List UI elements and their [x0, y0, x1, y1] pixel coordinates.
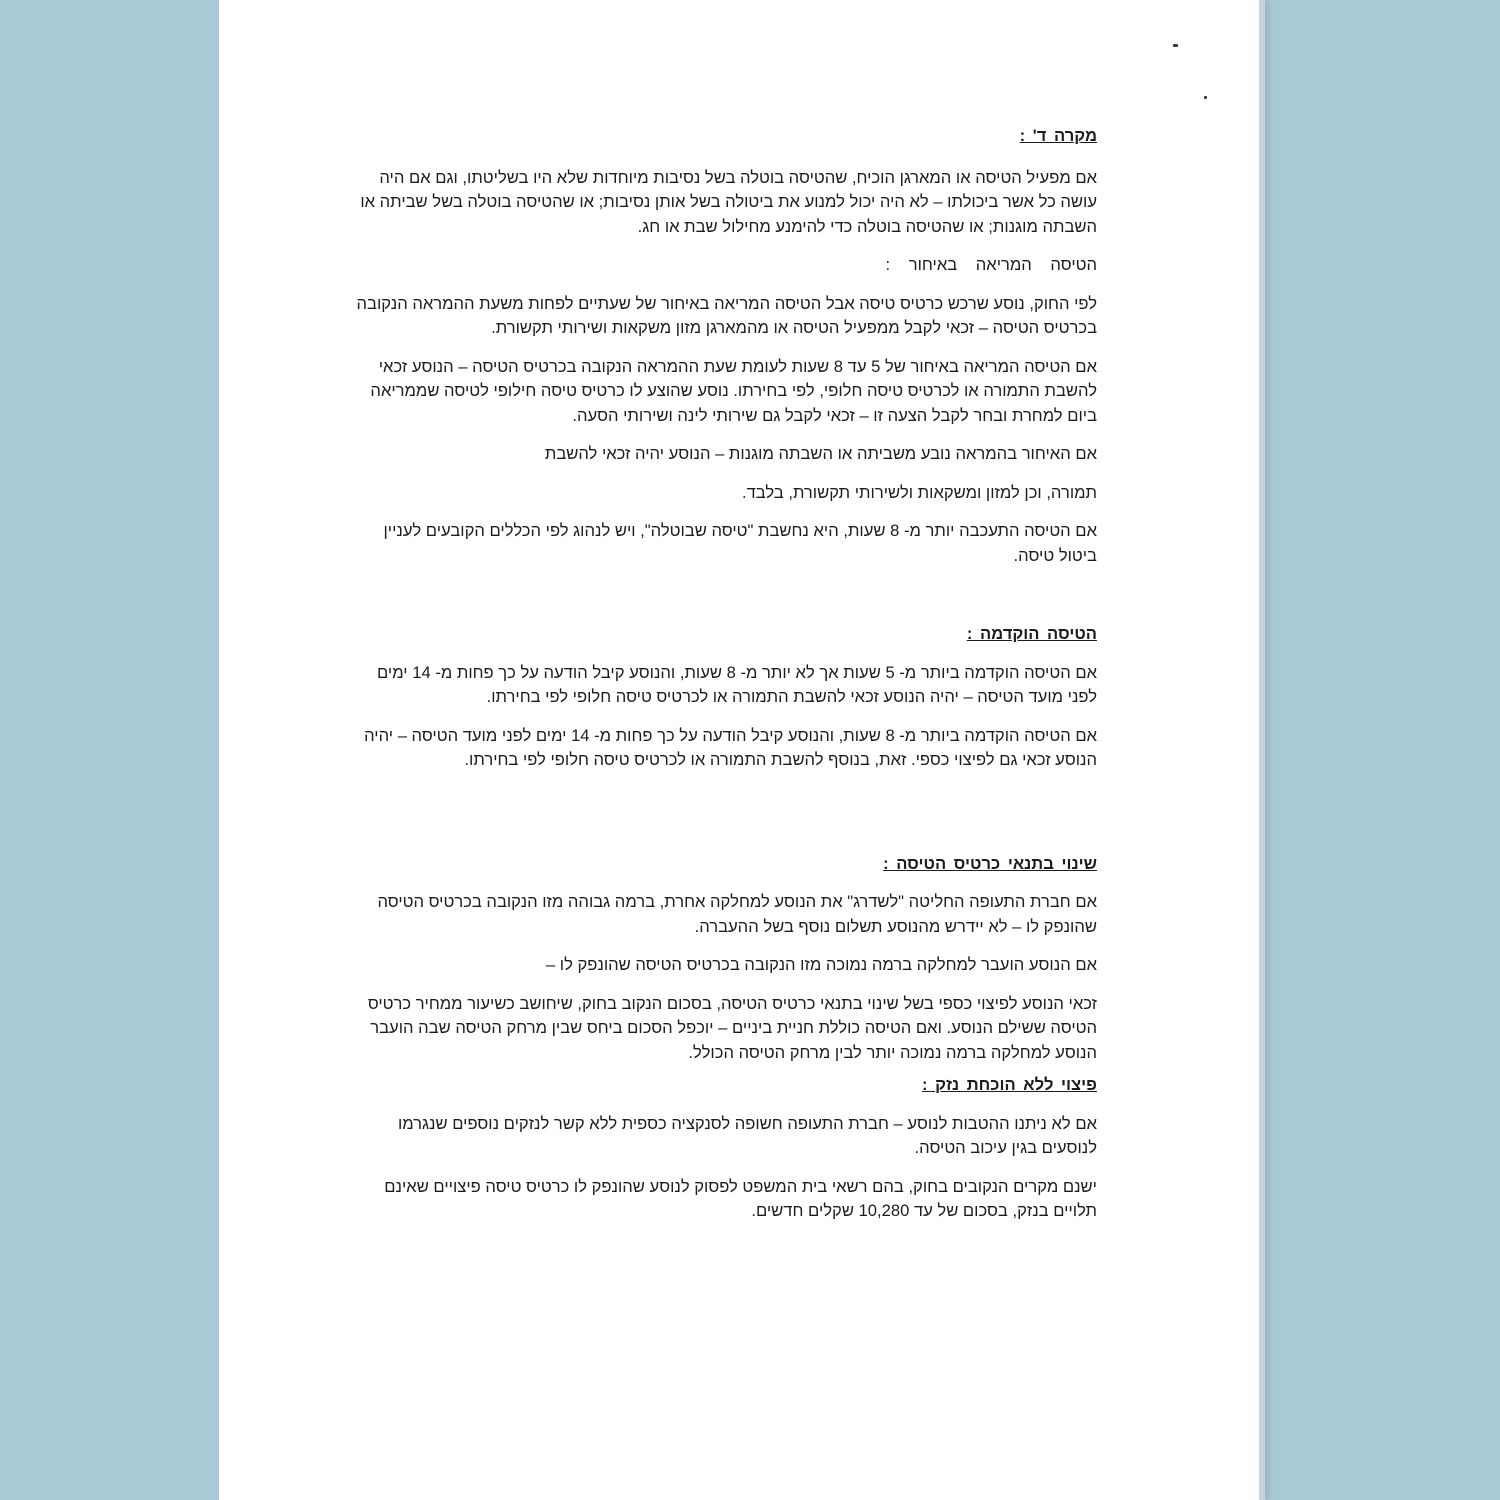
document-page: [219, 0, 1259, 1500]
subheading-delayed-takeoff: הטיסה המריאה באיחור :: [885, 255, 1097, 274]
scan-speck: [1204, 96, 1207, 99]
paragraph: זכאי הנוסע לפיצוי כספי בשל שינוי בתנאי כרטיס הטיסה, בסכום הנקוב בחוק, שיחושב כשיעור ממחיר כרטיס הטיסה ששילם הנוסע. ואם הטיסה כוללת חניית ביניים – יוכפל הסכום ביחס שבין מרחק הטיסה שבה הועבר הנוסע למחלקה ברמה נמוכה יותר לבין מרחק הטיסה הכולל.: [367, 993, 1097, 1062]
section-heading-case-d: מקרה ד' :: [1019, 126, 1097, 145]
document-body: [349, 124, 1097, 1224]
paragraph: אם חברת התעופה החליטה "לשדרג" את הנוסע למחלקה אחרת, ברמה גבוהה מזו הנקובה בכרטיס הטיסה שהונפק לו – לא יידרש מהנוסע תשלום נוסף בשל ההעברה.: [377, 892, 1097, 936]
paragraph: אם הטיסה הוקדמה ביותר מ- 5 שעות אך לא יותר מ- 8 שעות, והנוסע קיבל הודעה על כך פחות מ- 14 ימים לפני מועד הטיסה – יהיה הנוסע זכאי להשבת התמורה או לכרטיס טיסה חלופי לפי בחירתו.: [377, 662, 1097, 706]
paragraph: אם הטיסה הוקדמה ביותר מ- 8 שעות, והנוסע קיבל הודעה על כך פחות מ- 14 ימים לפני מועד הטיסה – יהיה הנוסע זכאי גם לפיצוי כספי. זאת, בנוסף להשבת התמורה או לכרטיס טיסה חלופי לפי בחירתו.: [364, 725, 1097, 769]
paragraph: אם הטיסה המריאה באיחור של 5 עד 8 שעות לעומת שעת ההמראה הנקובה בכרטיס הטיסה – הנוסע זכאי להשבת התמורה או לכרטיס טיסה חלופי, לפי בחירתו. נוסע שהוצע לו כרטיס טיסה חילופי לטיסה שממריאה ביום למחרת ובחר לקבל הצעה זו – זכאי לקבל גם שירותי לינה ושירותי הסעה.: [370, 356, 1097, 425]
section-heading-compensation: פיצוי ללא הוכחת נזק :: [921, 1075, 1097, 1094]
section-heading-flight-advanced: הטיסה הוקדמה :: [966, 624, 1097, 643]
paragraph: אם מפעיל הטיסה או המארגן הוכיח, שהטיסה בוטלה בשל נסיבות מיוחדות שלא היו בשליטתו, וגם אם היה עושה כל אשר ביכולתו – לא היה יכול למנוע את ביטולה בשל אותן נסיבות; או שהטיסה בוטלה בשל שביתה או השבתה מוגנות; או שהטיסה בוטלה כדי להימנע מחילול שבת או חג.: [360, 167, 1097, 236]
paragraph: אם הטיסה התעכבה יותר מ- 8 שעות, היא נחשבת "טיסה שבוטלה", ויש לנהוג לפי הכללים הקובעים לעניין ביטול טיסה.: [383, 521, 1097, 565]
paragraph: לפי החוק, נוסע שרכש כרטיס טיסה אבל הטיסה המריאה באיחור של שעתיים לפחות משעת ההמראה הנקובה בכרטיס הטיסה – זכאי לקבל ממפעיל הטיסה או מהמארגן מזון משקאות ושירותי תקשורת.: [356, 293, 1097, 337]
scan-speck: [1173, 44, 1178, 47]
paragraph: אם הנוסע הועבר למחלקה ברמה נמוכה מזו הנקובה בכרטיס הטיסה שהונפק לו –: [545, 955, 1097, 974]
section-heading-ticket-change: שינוי בתנאי כרטיס הטיסה :: [883, 853, 1097, 873]
paragraph: ישנם מקרים הנקובים בחוק, בהם רשאי בית המשפט לפסוק לנוסע שהונפק לו כרטיס טיסה פיצויים שאינם תלויים בנזק, בסכום של עד 10,280 שקלים חדשים.: [384, 1176, 1097, 1220]
paragraph: אם לא ניתנו ההטבות לנוסע – חברת התעופה חשופה לסנקציה כספית ללא קשר לנזקים נוספים שנגרמו לנוסעים בגין עיכוב הטיסה.: [397, 1113, 1097, 1157]
paragraph: אם האיחור בהמראה נובע משביתה או השבתה מוגנות – הנוסע יהיה זכאי להשבת: [544, 444, 1097, 463]
paragraph: תמורה, וכן למזון ומשקאות ולשירותי תקשורת, בלבד.: [741, 482, 1097, 502]
